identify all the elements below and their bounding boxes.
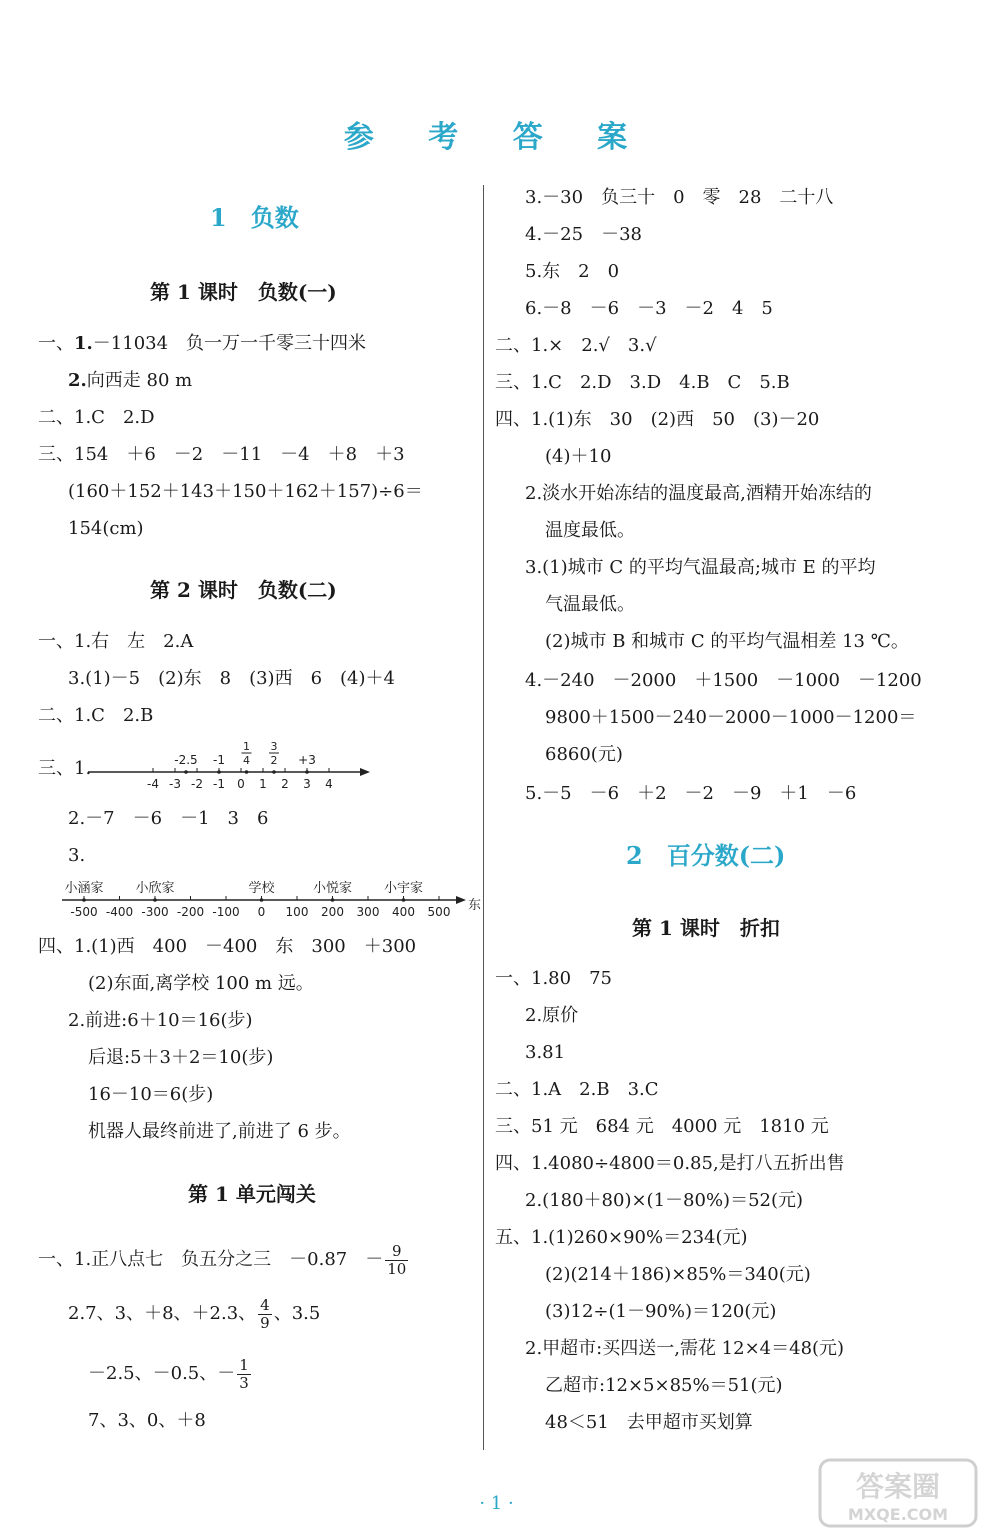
tick-label: -1 <box>213 777 225 791</box>
answer-line: 乙超市:12×5×85%＝51(元) <box>545 1375 783 1396</box>
point-marker <box>245 770 249 774</box>
answer-line: 2.甲超市:买四送一,需花 12×4＝48(元) <box>525 1338 845 1359</box>
answer-line: 3.(1)城市 C 的平均气温最高;城市 E 的平均 <box>525 557 876 578</box>
place-label: 小欣家 <box>135 881 175 896</box>
answer-line: 机器人最终前进了,前进了 6 步。 <box>88 1121 351 1142</box>
answer-line: 2.向西走 80 m <box>68 370 193 391</box>
answer-line: 一、1.右 左 2.A <box>38 631 194 652</box>
column-divider <box>483 185 484 1450</box>
answer-line: 2.(180＋80)×(1－80%)＝52(元) <box>525 1190 804 1211</box>
answer-line: (160＋152＋143＋150＋162＋157)÷6＝ <box>68 481 423 502</box>
answer-line: 154(cm) <box>68 518 144 539</box>
tick-label: 0 <box>257 905 266 919</box>
answer-line: 2.7、3、＋8、＋2.3、 $\frac{4}{9}$ 、3.5 <box>68 1295 321 1332</box>
answer-line: 2.原价 <box>525 1005 579 1026</box>
answer-line: 一、1.80 75 <box>495 968 612 989</box>
answer-line: (4)＋10 <box>545 446 612 467</box>
point-label-numerator: 1 <box>243 740 250 753</box>
lesson-3-heading: 第 1 课时 折扣 <box>632 916 780 940</box>
answer-line: (2)城市 B 和城市 C 的平均气温相差 13 ℃。 <box>545 631 909 652</box>
place-label: 小悦家 <box>312 881 353 896</box>
answer-line: 6860(元) <box>545 744 623 765</box>
tick-label: 100 <box>285 905 309 919</box>
tick-label: 300 <box>356 905 380 919</box>
page-number: · 1 · <box>479 1493 514 1514</box>
unit-1-heading: 第 1 单元闯关 <box>188 1182 316 1206</box>
answer-line: 二、1.A 2.B 3.C <box>495 1079 659 1100</box>
answer-line: －2.5、－0.5、－ $\frac{1}{3}$ <box>88 1355 249 1392</box>
tick-label: 200 <box>321 905 344 919</box>
answer-line: 二、1.C 2.B <box>38 705 154 726</box>
number-line-2 <box>62 876 488 922</box>
answer-line: 二、1.C 2.D <box>38 407 155 428</box>
chapter-2-heading: 2 百分数(二) <box>626 841 786 870</box>
answer-line: 4.－240 －2000 ＋1500 －1000 －1200 <box>525 670 922 691</box>
answer-line: 3.(1)－5 (2)东 8 (3)西 6 (4)＋4 <box>68 668 395 689</box>
tick-label: -200 <box>176 905 205 919</box>
lesson-2-heading: 第 2 课时 负数(二) <box>150 578 337 602</box>
answer-line: 后退:5＋3＋2＝10(步) <box>88 1047 274 1068</box>
answer-line: 四、1.(1)东 30 (2)西 50 (3)－20 <box>495 409 820 430</box>
point-label: +3 <box>298 753 316 767</box>
answer-line: 2.前进:6＋10＝16(步) <box>68 1010 253 1031</box>
answer-line: 温度最低。 <box>545 520 635 541</box>
answer-line: 5.－5 －6 ＋2 －2 －9 ＋1 －6 <box>525 783 857 804</box>
watermark-logo <box>818 1458 978 1528</box>
answer-line: (3)12÷(1－90%)＝120(元) <box>545 1301 777 1322</box>
place-label: 学校 <box>248 881 275 896</box>
answer-line: 一、1.正八点七 负五分之三 －0.87 － $\frac{9}{10}$ <box>38 1241 407 1278</box>
answer-line: 9800＋1500－240－2000－1000－1200＝ <box>545 707 917 728</box>
answer-line: 5.东 2 0 <box>525 261 620 282</box>
number-line-1 <box>88 738 378 794</box>
tick-label: -100 <box>212 905 240 919</box>
answer-line: 3.－30 负三十 0 零 28 二十八 <box>525 187 834 208</box>
tick-label: -3 <box>169 777 181 791</box>
answer-line: 3. <box>68 845 86 866</box>
answer-line: 四、1.4080÷4800＝0.85,是打八五折出售 <box>495 1153 845 1174</box>
tick-label: 500 <box>427 905 451 919</box>
tick-label: -2 <box>191 777 203 791</box>
place-label: 小涵家 <box>64 881 104 896</box>
answer-line: 7、3、0、＋8 <box>88 1410 206 1431</box>
answer-line: 48＜51 去甲超市买划算 <box>545 1412 753 1433</box>
answer-line: (2)东面,离学校 100 m 远。 <box>88 973 314 994</box>
tick-label: 1 <box>259 777 267 791</box>
answer-line: 三、51 元 684 元 4000 元 1810 元 <box>495 1116 829 1137</box>
point-marker <box>184 770 188 774</box>
answer-line: 三、154 ＋6 －2 －11 －4 ＋8 ＋3 <box>38 444 405 465</box>
point-label: -1 <box>213 753 225 767</box>
tick-label: 2 <box>281 777 289 791</box>
tick-label: 4 <box>325 777 333 791</box>
answer-line: 五、1.(1)260×90%＝234(元) <box>495 1227 748 1248</box>
answer-line: 三、1. <box>38 758 92 779</box>
point-marker <box>217 770 221 774</box>
answer-line: 3.81 <box>525 1042 566 1063</box>
tick-label: 400 <box>392 905 415 919</box>
answer-line: 4.－25 －38 <box>525 224 642 245</box>
answer-line: 气温最低。 <box>545 594 635 615</box>
point-label-denominator: 4 <box>243 754 250 767</box>
answer-line: 2.－7 －6 －1 3 6 <box>68 808 269 829</box>
answer-line: 6.－8 －6 －3 －2 4 5 <box>525 298 773 319</box>
chapter-1-heading: 1 负数 <box>210 203 299 232</box>
point-label-numerator: 3 <box>270 740 278 753</box>
svg-text:答案圈: 答案圈 <box>855 1470 941 1503</box>
tick-label: -500 <box>70 905 98 919</box>
answer-line: 三、1.C 2.D 3.D 4.B C 5.B <box>495 372 790 393</box>
point-label: -2.5 <box>174 753 198 767</box>
point-label-denominator: 2 <box>270 754 278 767</box>
direction-label: 东 <box>468 898 482 913</box>
place-label: 小宇家 <box>383 881 424 896</box>
tick-label: -4 <box>147 777 159 791</box>
answer-line: 2.淡水开始冻结的温度最高,酒精开始冻结的 <box>525 483 872 504</box>
tick-label: -300 <box>141 905 169 919</box>
tick-label: -400 <box>105 905 134 919</box>
answer-line: 四、1.(1)西 400 －400 东 300 ＋300 <box>38 936 417 957</box>
lesson-1-heading: 第 1 课时 负数(一) <box>150 280 337 304</box>
tick-label: 0 <box>237 777 245 791</box>
answer-line: 一、1.－11034 负一万一千零三十四米 <box>38 333 367 354</box>
page-title: 参 考 答 案 <box>343 120 650 155</box>
answer-line: (2)(214＋186)×85%＝340(元) <box>545 1264 811 1285</box>
tick-label: 3 <box>303 777 311 791</box>
answer-line: 二、1.× 2.√ 3.√ <box>495 335 657 356</box>
point-marker <box>272 770 276 774</box>
point-marker <box>305 770 309 774</box>
answer-line: 16－10＝6(步) <box>88 1084 214 1105</box>
svg-text:MXQE.COM: MXQE.COM <box>847 1505 949 1524</box>
